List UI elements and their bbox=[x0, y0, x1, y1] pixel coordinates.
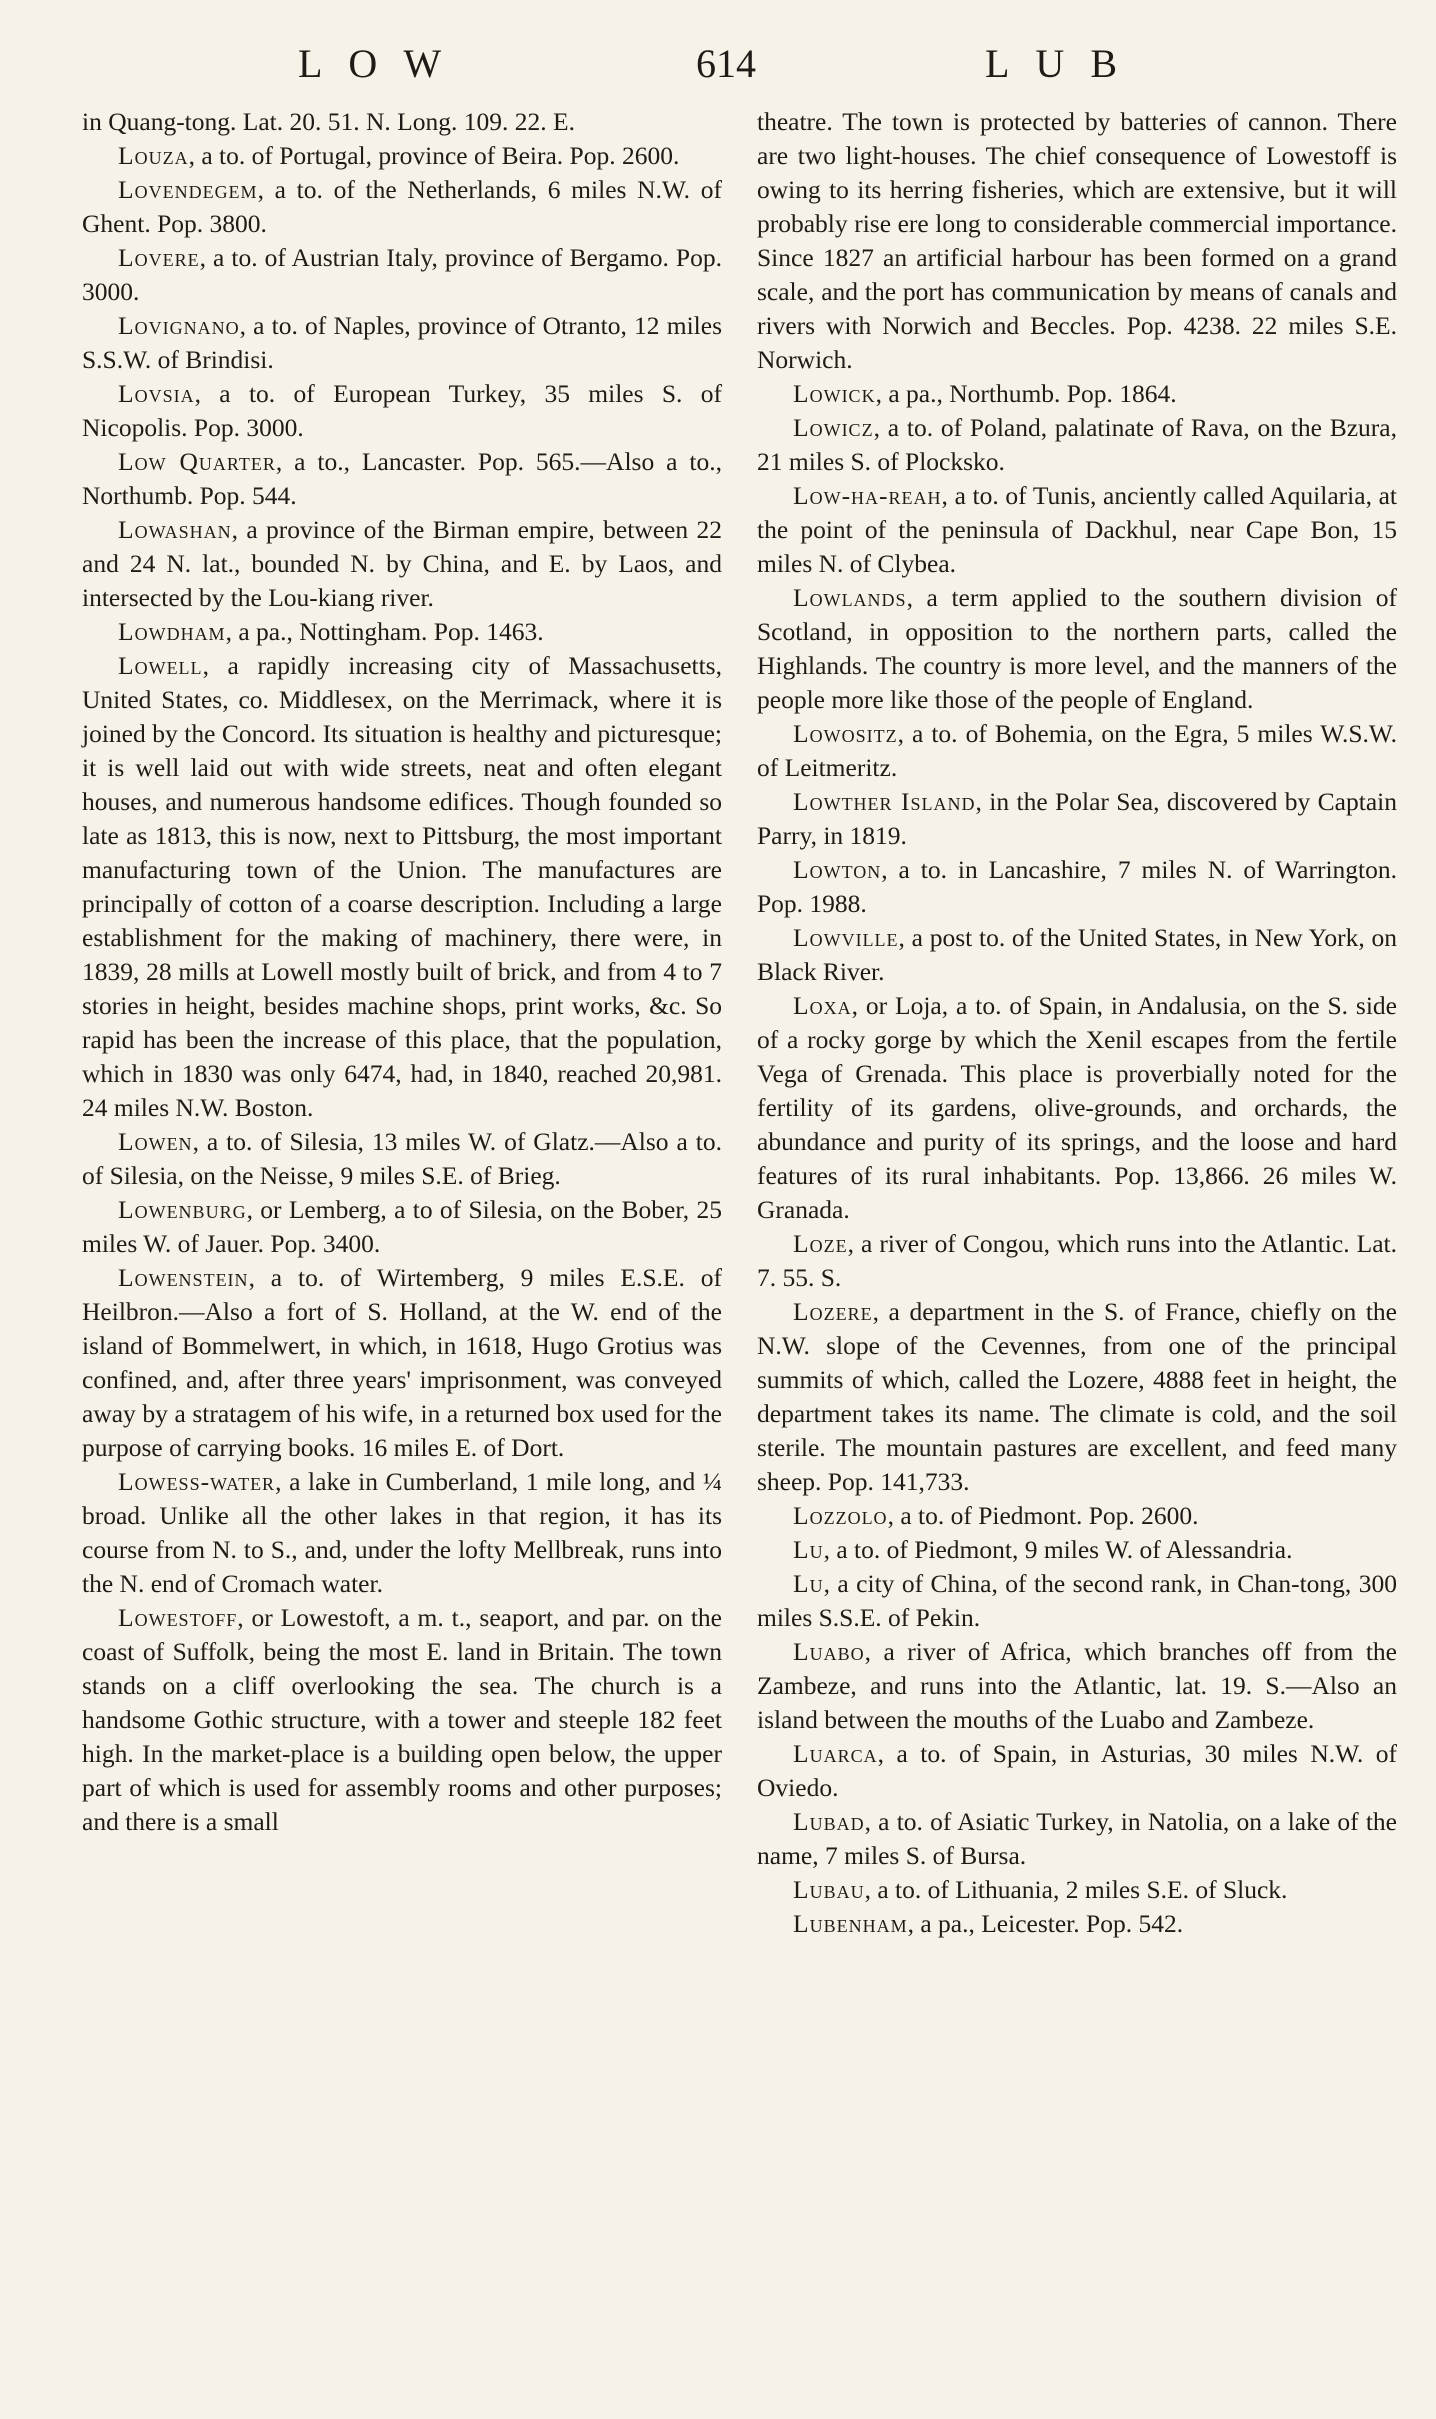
entry-headword: Loxa bbox=[793, 991, 852, 1020]
left-column bbox=[82, 105, 722, 1839]
gazetteer-entry bbox=[757, 717, 1397, 785]
entry-headword: Lowell bbox=[118, 651, 203, 680]
entry-text: , a rapidly increasing city of Massachusetts, United States, co. Middlesex, on the Merrimack, where it is joined by the Concord. Its situation is healthy and picturesque; it is well laid out with wide streets, neat and often elegant houses, and numerous handsome edifices. Though founded so late as 1813, this is now, next to Pittsburg, the most important manufacturing town of the Union. The manufactures are principally of cotton of a coarse description. Including a large establishment for the making of machinery, there were, in 1839, 28 mills at Lowell mostly built of brick, and from 4 to 7 stories in height, besides machine shops, print works, &c. So rapid has been the increase of this place, that the population, which in 1830 was only 6474, had, in 1840, reached 20,981. 24 miles N.W. Boston. bbox=[82, 651, 722, 1122]
entry-text: , a to. of Piedmont, 9 miles W. of Alessandria. bbox=[823, 1535, 1293, 1564]
entry-headword: Lubenham bbox=[793, 1909, 908, 1938]
entry-text: , a pa., Leicester. Pop. 542. bbox=[907, 1909, 1184, 1938]
gazetteer-entry bbox=[82, 173, 722, 241]
entry-text: , a to. of Bohemia, on the Egra, 5 miles W.S.W. of Leitmeritz. bbox=[757, 719, 1397, 782]
entry-text: , a post to. of the United States, in New York, on Black River. bbox=[757, 923, 1397, 986]
entry-text: , a to. of Austrian Italy, province of Bergamo. Pop. 3000. bbox=[82, 243, 722, 306]
gazetteer-entry bbox=[757, 479, 1397, 581]
gazetteer-entry bbox=[757, 105, 1397, 377]
entry-headword: Lowicz bbox=[793, 413, 874, 442]
entry-text: , a term applied to the southern division of Scotland, in opposition to the northern parts, called the Highlands. The country is more level, and the manners of the people more like those of the people of England. bbox=[757, 583, 1397, 714]
entry-headword: Lowositz bbox=[793, 719, 898, 748]
entry-text: , a pa., Northumb. Pop. 1864. bbox=[875, 379, 1177, 408]
gazetteer-entry bbox=[757, 1635, 1397, 1737]
entry-text: , a province of the Birman empire, between 22 and 24 N. lat., bounded N. by China, and E. by Laos, and intersected by the Lou-kiang river. bbox=[82, 515, 722, 612]
entry-text: , a lake in Cumberland, 1 mile long, and ¼ broad. Unlike all the other lakes in that region, it has its course from N. to S., and, under the lofty Mellbreak, runs into the N. end of Cromach water. bbox=[82, 1467, 722, 1598]
right-column bbox=[757, 105, 1397, 1941]
entry-text: , a to., Lancaster. Pop. 565.—Also a to., Northumb. Pop. 544. bbox=[82, 447, 722, 510]
entry-text: , a to. of Naples, province of Otranto, 12 miles S.S.W. of Brindisi. bbox=[82, 311, 722, 374]
entry-headword: Lowton bbox=[793, 855, 882, 884]
gazetteer-entry bbox=[757, 581, 1397, 717]
entry-text: , a to. of Spain, in Asturias, 30 miles N.W. of Oviedo. bbox=[757, 1739, 1397, 1802]
page-number: 614 bbox=[696, 41, 756, 86]
gazetteer-entry bbox=[757, 1499, 1397, 1533]
entry-headword: Lowlands bbox=[793, 583, 907, 612]
entry-text: , a river of Africa, which branches off from the Zambeze, and runs into the Atlantic, lat. 19. S.—Also an island between the mouths of the Luabo and Zambeze. bbox=[757, 1637, 1397, 1734]
entry-text: theatre. The town is protected by batteries of cannon. There are two light-houses. The chief consequence of Lowestoff is owing to its herring fisheries, which are extensive, but it will probably rise ere long to considerable commercial importance. Since 1827 an artificial harbour has been formed on a grand scale, and the port has communication by means of canals and rivers with Norwich and Beccles. Pop. 4238. 22 miles S.E. Norwich. bbox=[757, 107, 1397, 374]
entry-headword: Lowestoff bbox=[118, 1603, 238, 1632]
gazetteer-entry bbox=[82, 445, 722, 513]
header-guide-word-right: LUB bbox=[985, 41, 1143, 86]
entry-headword: Lowdham bbox=[118, 617, 226, 646]
entry-text: , a to. of Lithuania, 2 miles S.E. of Sluck. bbox=[864, 1875, 1288, 1904]
entry-text: , a city of China, of the second rank, in Chan-tong, 300 miles S.S.E. of Pekin. bbox=[757, 1569, 1397, 1632]
gazetteer-entry bbox=[757, 1873, 1397, 1907]
entry-headword: Lowther Island bbox=[793, 787, 976, 816]
running-header bbox=[0, 40, 1436, 100]
entry-text: , a river of Congou, which runs into the Atlantic. Lat. 7. 55. S. bbox=[757, 1229, 1397, 1292]
entry-headword: Lubad bbox=[793, 1807, 865, 1836]
entry-text: , a to. of Silesia, 13 miles W. of Glatz.—Also a to. of Silesia, on the Neisse, 9 miles S.E. of Brieg. bbox=[82, 1127, 722, 1190]
entry-headword: Lowess-water bbox=[118, 1467, 276, 1496]
entry-headword: Lowenburg bbox=[118, 1195, 247, 1224]
gazetteer-entry bbox=[82, 377, 722, 445]
gazetteer-entry bbox=[82, 615, 722, 649]
entry-headword: Lu bbox=[793, 1569, 824, 1598]
entry-headword: Lovendegem bbox=[118, 175, 258, 204]
gazetteer-entry bbox=[82, 1601, 722, 1839]
gazetteer-entry bbox=[757, 1805, 1397, 1873]
entry-text: , a to. of Poland, palatinate of Rava, on the Bzura, 21 miles S. of Plocksko. bbox=[757, 413, 1397, 476]
entry-headword: Lowashan bbox=[118, 515, 232, 544]
gazetteer-entry bbox=[757, 377, 1397, 411]
entry-headword: Lovignano bbox=[118, 311, 240, 340]
entry-text: , a to. of European Turkey, 35 miles S. of Nicopolis. Pop. 3000. bbox=[82, 379, 722, 442]
gazetteer-entry bbox=[757, 411, 1397, 479]
gazetteer-entry bbox=[82, 105, 722, 139]
gazetteer-entry bbox=[82, 139, 722, 173]
entry-text: , in the Polar Sea, discovered by Captain Parry, in 1819. bbox=[757, 787, 1397, 850]
gazetteer-entry bbox=[757, 1567, 1397, 1635]
entry-text: , a to. in Lancashire, 7 miles N. of Warrington. Pop. 1988. bbox=[757, 855, 1397, 918]
entry-headword: Low Quarter bbox=[118, 447, 276, 476]
entry-headword: Lozzolo bbox=[793, 1501, 888, 1530]
entry-headword: Louza bbox=[118, 141, 189, 170]
entry-headword: Loze bbox=[793, 1229, 848, 1258]
gazetteer-entry bbox=[757, 1295, 1397, 1499]
entry-headword: Low-ha-reah bbox=[793, 481, 942, 510]
entry-text: in Quang-tong. Lat. 20. 51. N. Long. 109. 22. E. bbox=[82, 107, 575, 136]
entry-text: , a to. of Asiatic Turkey, in Natolia, on a lake of the name, 7 miles S. of Bursa. bbox=[757, 1807, 1397, 1870]
entry-text: , or Loja, a to. of Spain, in Andalusia, on the S. side of a rocky gorge by which the Xenil escapes from the fertile Vega of Grenada. This place is proverbially noted for the fertility of its gardens, olive-grounds, and orchards, the abundance and purity of its springs, and the loose and hard features of its rural inhabitants. Pop. 13,866. 26 miles W. Granada. bbox=[757, 991, 1397, 1224]
entry-headword: Lozere bbox=[793, 1297, 873, 1326]
gazetteer-entry bbox=[82, 1465, 722, 1601]
gazetteer-entry bbox=[82, 241, 722, 309]
entry-text: , a to. of the Netherlands, 6 miles N.W. of Ghent. Pop. 3800. bbox=[82, 175, 722, 238]
entry-headword: Luarca bbox=[793, 1739, 878, 1768]
gazetteer-entry bbox=[757, 853, 1397, 921]
entry-text: , a pa., Nottingham. Pop. 1463. bbox=[225, 617, 544, 646]
gazetteer-entry bbox=[82, 513, 722, 615]
gazetteer-entry bbox=[757, 1737, 1397, 1805]
entry-headword: Lowville bbox=[793, 923, 899, 952]
entry-text: , a to. of Portugal, province of Beira. Pop. 2600. bbox=[188, 141, 680, 170]
entry-text: , a to. of Wirtemberg, 9 miles E.S.E. of Heilbron.—Also a fort of S. Holland, at the W. end of the island of Bommelwert, in which, in 1618, Hugo Grotius was confined, and, after three years' imprisonment, was conveyed away by a stratagem of his wife, in a returned box used for the purpose of carrying books. 16 miles E. of Dort. bbox=[82, 1263, 722, 1462]
entry-headword: Lowen bbox=[118, 1127, 193, 1156]
gazetteer-entry bbox=[757, 1907, 1397, 1941]
entry-text: , or Lemberg, a to of Silesia, on the Bober, 25 miles W. of Jauer. Pop. 3400. bbox=[82, 1195, 722, 1258]
entry-text: , a to. of Piedmont. Pop. 2600. bbox=[887, 1501, 1199, 1530]
gazetteer-entry bbox=[82, 309, 722, 377]
gazetteer-entry bbox=[757, 785, 1397, 853]
entry-headword: Lowenstein bbox=[118, 1263, 249, 1292]
entry-headword: Lowick bbox=[793, 379, 876, 408]
entry-headword: Luabo bbox=[793, 1637, 865, 1666]
gazetteer-entry bbox=[757, 921, 1397, 989]
entry-text: , a department in the S. of France, chiefly on the N.W. slope of the Cevennes, from one of the principal summits of which, called the Lozere, 4888 feet in height, the department takes its name. The climate is cold, and the soil sterile. The mountain pastures are excellent, and feed many sheep. Pop. 141,733. bbox=[757, 1297, 1397, 1496]
entry-headword: Lovere bbox=[118, 243, 200, 272]
gazetteer-entry bbox=[757, 1533, 1397, 1567]
gazetteer-entry bbox=[82, 1261, 722, 1465]
entry-headword: Lovsia bbox=[118, 379, 195, 408]
header-guide-word-left: LOW bbox=[298, 41, 468, 86]
gazetteer-entry bbox=[82, 1125, 722, 1193]
gazetteer-entry bbox=[82, 1193, 722, 1261]
entry-headword: Lubau bbox=[793, 1875, 865, 1904]
gazetteer-entry bbox=[757, 989, 1397, 1227]
gazetteer-entry bbox=[757, 1227, 1397, 1295]
entry-headword: Lu bbox=[793, 1535, 824, 1564]
entry-text: , or Lowestoft, a m. t., seaport, and par. on the coast of Suffolk, being the most E. land in Britain. The town stands on a cliff overlooking the sea. The church is a handsome Gothic structure, with a tower and steeple 182 feet high. In the market-place is a building open below, the upper part of which is used for assembly rooms and other purposes; and there is a small bbox=[82, 1603, 722, 1836]
gazetteer-entry bbox=[82, 649, 722, 1125]
entry-text: , a to. of Tunis, anciently called Aquilaria, at the point of the peninsula of Dackhul, near Cape Bon, 15 miles N. of Clybea. bbox=[757, 481, 1397, 578]
